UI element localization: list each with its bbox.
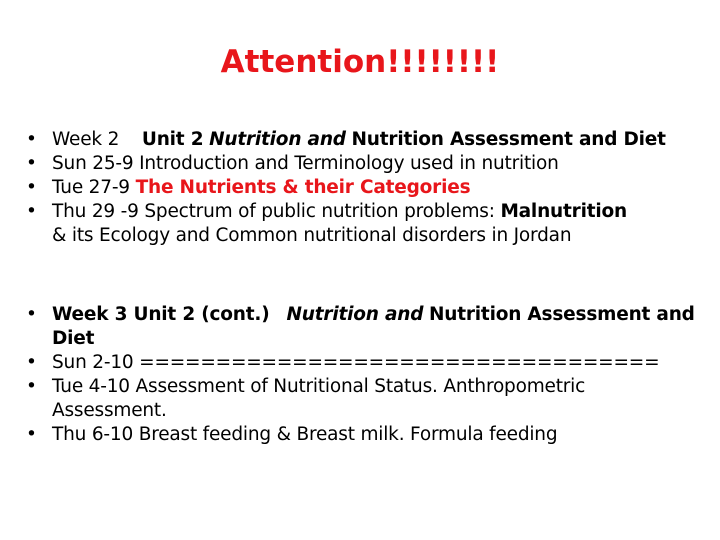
list-item-week-2-tue	[26, 176, 666, 200]
unit-title-italic: Nutrition and	[209, 129, 346, 150]
week-2-schedule-list	[26, 128, 666, 248]
list-item-week-3-header	[26, 303, 695, 351]
schedule-entry-text: Thu 29 -9 Spectrum of public nutrition problems:	[52, 201, 495, 222]
bullet-icon: •	[26, 201, 37, 222]
list-item-week-3-sun	[26, 351, 695, 375]
bullet-icon: •	[26, 129, 37, 150]
list-item-week-3-tue	[26, 375, 695, 423]
bullet-icon: •	[26, 153, 37, 174]
unit-title-rest: Nutrition Assessment and Diet	[351, 129, 666, 150]
unit-label: Unit 2	[141, 129, 204, 150]
bullet-icon: •	[26, 177, 37, 198]
highlighted-topic: The Nutrients & their Categories	[135, 177, 471, 198]
schedule-entry-continuation: Assessment.	[52, 400, 167, 421]
list-item-week-2-thu	[26, 200, 666, 248]
list-item-week-2-sun	[26, 152, 666, 176]
page-title: Attention!!!!!!!!	[220, 44, 500, 80]
schedule-entry-text: Tue 4-10 Assessment of Nutritional Status. Anthropometric	[52, 376, 586, 397]
unit-title-italic: Nutrition and	[286, 304, 424, 325]
bullet-icon: •	[26, 352, 37, 373]
unit-title-rest: Nutrition Assessment and	[428, 304, 695, 325]
schedule-entry-date: Tue 27-9	[52, 177, 130, 198]
schedule-entry-continuation: & its Ecology and Common nutritional disorders in Jordan	[52, 225, 572, 246]
bullet-icon: •	[26, 424, 37, 445]
list-item-week-2-header	[26, 128, 666, 152]
schedule-entry-text: Sun 25-9 Introduction and Terminology used in nutrition	[52, 153, 559, 174]
bullet-icon: •	[26, 304, 37, 325]
schedule-entry-text: Sun 2-10 ==================================	[52, 352, 660, 373]
week-unit-label: Week 3 Unit 2 (cont.)	[52, 304, 270, 325]
unit-title-continuation: Diet	[52, 328, 95, 349]
bold-topic: Malnutrition	[500, 201, 627, 222]
schedule-entry-text: Thu 6-10 Breast feeding & Breast milk. Formula feeding	[52, 424, 558, 445]
week-3-schedule-list	[26, 303, 695, 447]
bullet-icon: •	[26, 376, 37, 397]
week-label: Week 2	[52, 129, 120, 150]
list-item-week-3-thu	[26, 423, 695, 447]
